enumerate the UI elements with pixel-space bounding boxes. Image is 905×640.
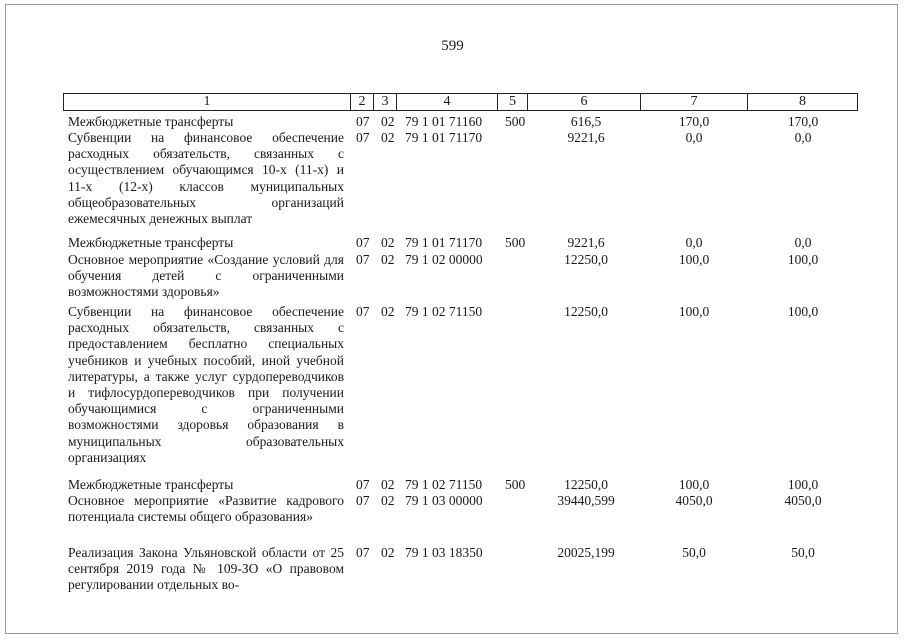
row-subsection: 02 (381, 130, 395, 145)
row-expense-type: 500 (505, 477, 526, 492)
row-subsection: 02 (381, 304, 395, 319)
row-section: 07 (356, 477, 370, 492)
row-amount-col7: 0,0 (685, 130, 703, 145)
row-target-article: 79 1 01 71170 (405, 130, 483, 145)
header-col-6: 6 (528, 93, 641, 111)
row-description: Субвенции на финансовое обеспечение расходных обязательств, связанных с осуществлением обучающимся 10-х (11-х) и 11-х (12-х) классов муниципальных общеобразовательных организаций ежемесячных денежных выплат (68, 130, 344, 227)
row-amount-col8: 0,0 (794, 235, 812, 250)
row-section: 07 (356, 114, 370, 129)
row-section: 07 (356, 493, 370, 508)
row-description: Субвенции на финансовое обеспечение расходных обязательств, связанных с предоставлением бесплатно специальных учебников и учебных пособий, иной учебной литературы, а также услуг сурдопереводчиков и тифлосурдопереводчиков при получении обучающимися с ограниченными возможностями здоровья образования в муниципальных образовательных организациях (68, 304, 344, 465)
header-col-8: 8 (748, 93, 858, 111)
row-section: 07 (356, 130, 370, 145)
row-amount-col6: 39440,599 (557, 493, 615, 508)
header-col-2: 2 (351, 93, 374, 111)
row-amount-col6: 12250,0 (564, 252, 608, 267)
header-col-4: 4 (397, 93, 498, 111)
row-amount-col7: 100,0 (678, 304, 710, 319)
row-amount-col7: 0,0 (685, 235, 703, 250)
row-amount-col8: 0,0 (794, 130, 812, 145)
row-amount-col8: 4050,0 (784, 493, 822, 508)
row-subsection: 02 (381, 545, 395, 560)
row-target-article: 79 1 02 71150 (405, 477, 483, 492)
row-amount-col8: 50,0 (791, 545, 815, 560)
row-amount-col7: 100,0 (678, 252, 710, 267)
header-col-1: 1 (63, 93, 351, 111)
row-amount-col8: 170,0 (787, 114, 819, 129)
row-target-article: 79 1 02 71150 (405, 304, 483, 319)
row-expense-type: 500 (505, 235, 526, 250)
row-amount-col7: 100,0 (678, 477, 710, 492)
row-description: Основное мероприятие «Создание условий для обучения детей с ограниченными возможностями здоровья» (68, 252, 344, 300)
row-target-article: 79 1 03 00000 (405, 493, 483, 508)
row-section: 07 (356, 545, 370, 560)
row-expense-type: 500 (505, 114, 526, 129)
row-subsection: 02 (381, 252, 395, 267)
row-description: Межбюджетные трансферты (68, 235, 234, 250)
row-amount-col8: 100,0 (787, 477, 819, 492)
row-amount-col6: 9221,6 (567, 235, 605, 250)
row-amount-col7: 4050,0 (675, 493, 713, 508)
row-subsection: 02 (381, 477, 395, 492)
row-amount-col8: 100,0 (787, 304, 819, 319)
row-section: 07 (356, 235, 370, 250)
row-section: 07 (356, 252, 370, 267)
row-subsection: 02 (381, 114, 395, 129)
row-amount-col6: 20025,199 (557, 545, 615, 560)
header-col-7: 7 (641, 93, 748, 111)
row-section: 07 (356, 304, 370, 319)
row-amount-col7: 50,0 (682, 545, 706, 560)
header-col-3: 3 (374, 93, 397, 111)
row-subsection: 02 (381, 493, 395, 508)
row-amount-col6: 12250,0 (564, 477, 608, 492)
row-description: Основное мероприятие «Развитие кадрового потенциала системы общего образования» (68, 493, 344, 525)
row-amount-col7: 170,0 (678, 114, 710, 129)
row-target-article: 79 1 02 00000 (405, 252, 483, 267)
row-description: Межбюджетные трансферты (68, 477, 234, 492)
row-target-article: 79 1 03 18350 (405, 545, 483, 560)
row-target-article: 79 1 01 71160 (405, 114, 483, 129)
row-amount-col6: 616,5 (570, 114, 602, 129)
row-amount-col6: 12250,0 (564, 304, 608, 319)
row-amount-col6: 9221,6 (567, 130, 605, 145)
row-description: Реализация Закона Ульяновской области от 25 сентября 2019 года № 109-ЗО «О правовом регулировании отдельных во- (68, 545, 344, 593)
row-amount-col8: 100,0 (787, 252, 819, 267)
row-subsection: 02 (381, 235, 395, 250)
row-description: Межбюджетные трансферты (68, 114, 234, 129)
row-target-article: 79 1 01 71170 (405, 235, 483, 250)
page-number: 599 (441, 38, 464, 54)
header-col-5: 5 (498, 93, 528, 111)
